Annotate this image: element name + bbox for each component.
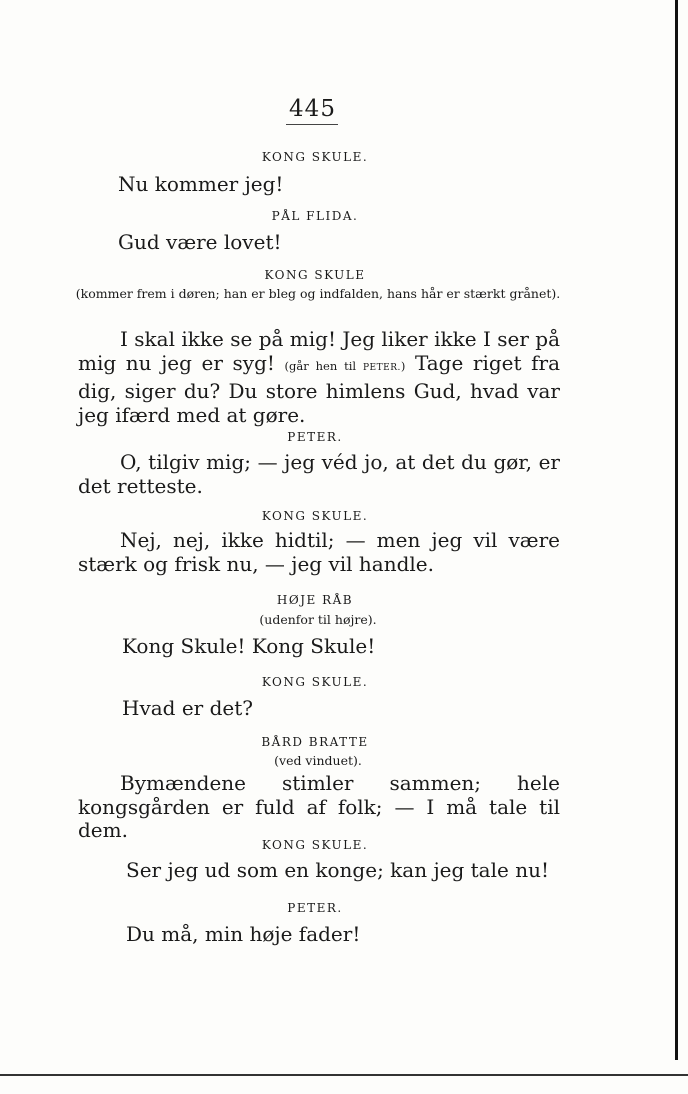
speaker-name: PETER. [287, 430, 343, 444]
dialogue-line: Ser jeg ud som en konge; kan jeg tale nu! [126, 858, 549, 882]
page-number-rule [286, 124, 338, 125]
dialogue-text: Tage riget fra dig, siger du? Du store himlens Gud, hvad var jeg ifærd med at gøre. [78, 350, 560, 427]
stage-direction: (kommer frem i døren; han er bleg og indfalden, hans hår er stærkt grånet). [75, 286, 561, 301]
speaker-name: KONG SKULE. [261, 150, 369, 164]
dialogue-paragraph [78, 328, 560, 427]
page-edge-right [675, 0, 678, 1060]
page-number: 445 [289, 96, 336, 122]
page-edge-bottom [0, 1074, 688, 1076]
speaker-name: KONG SKULE. [261, 838, 369, 852]
dialogue-line: Kong Skule! Kong Skule! [122, 634, 376, 658]
speaker-name: PETER. [287, 901, 343, 915]
speaker-name: HØJE RÅB [276, 593, 354, 607]
dialogue-line: Du må, min høje fader! [126, 922, 361, 946]
speaker-name: KONG SKULE [264, 268, 366, 282]
speaker-name: KONG SKULE. [261, 509, 369, 523]
speaker-name: PÅL FLIDA. [271, 209, 359, 223]
stage-direction: (ved vinduet). [274, 753, 362, 768]
dialogue-paragraph: O, tilgiv mig; — jeg véd jo, at det du gør, er det retteste. [78, 450, 560, 498]
stage-direction: (udenfor til højre). [259, 612, 377, 627]
dialogue-line: Gud være lovet! [118, 230, 282, 254]
dialogue-paragraph: Bymændene stimler sammen; hele kongsgården er fuld af folk; — I må tale til dem. [78, 771, 560, 842]
dialogue-paragraph: Nej, nej, ikke hidtil; — men jeg vil være stærk og frisk nu, — jeg vil handle. [78, 528, 560, 576]
speaker-name: BÅRD BRATTE [261, 735, 369, 749]
dialogue-line: Hvad er det? [122, 696, 253, 720]
dialogue-text: I skal ikke se på mig! Jeg liker ikke I ser på mig nu jeg er syg! [78, 327, 560, 375]
inline-stage-direction: (går hen til PETER.) [284, 358, 406, 373]
dialogue-line: Nu kommer jeg! [118, 172, 284, 196]
speaker-name: KONG SKULE. [261, 675, 369, 689]
